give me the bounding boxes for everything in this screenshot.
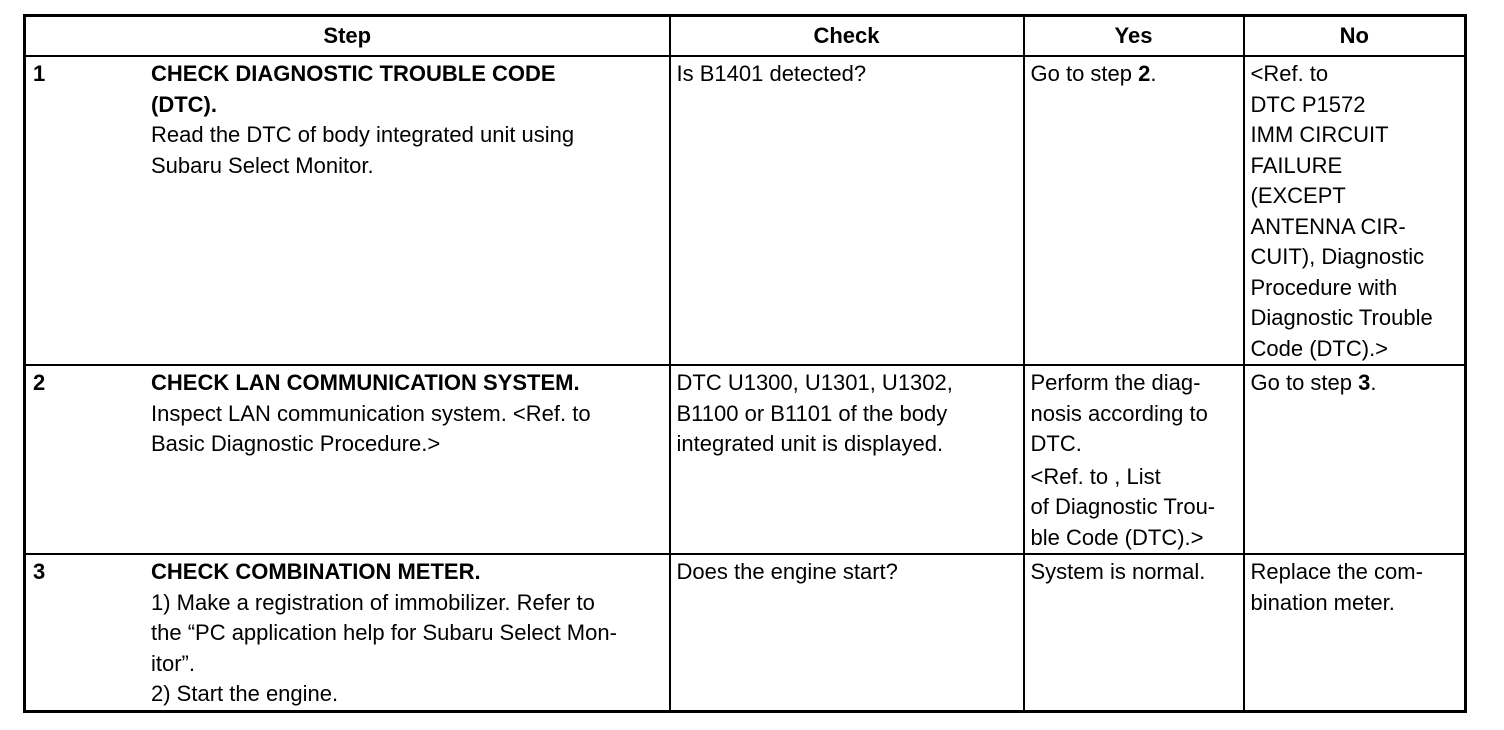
step-number: 1: [33, 61, 46, 86]
header-step: Step: [25, 16, 670, 57]
no-cell: [1244, 554, 1466, 711]
no-step-link[interactable]: 3: [1358, 370, 1371, 395]
header-check: Check: [670, 16, 1024, 57]
step-description: Basic Diagnostic Procedure.>: [151, 431, 441, 456]
step-title: CHECK COMBINATION METER.: [151, 559, 481, 584]
step-description: 1) Make a registration of immobilizer. Refer to: [151, 589, 595, 615]
step-title: CHECK DIAGNOSTIC TROUBLE CODE: [151, 61, 556, 86]
diagnostic-procedure-table: [23, 14, 1467, 713]
step-description: Read the DTC of body integrated unit using: [151, 122, 575, 147]
yes-reference: of Diagnostic Trou-: [1030, 494, 1216, 519]
header-no: No: [1244, 16, 1466, 57]
step-cell: [25, 554, 670, 711]
yes-cell: [1024, 56, 1244, 365]
step-description: 2) Start the engine.: [151, 681, 339, 706]
check-text: DTC U1300, U1301, U1302,: [676, 370, 953, 395]
table-row: [25, 56, 1466, 365]
yes-text: DTC.: [1030, 431, 1082, 456]
no-text: (EXCEPT: [1250, 183, 1346, 208]
no-text: CUIT), Diagnostic: [1250, 244, 1425, 269]
table-header-row: [25, 16, 1466, 57]
table-row: [25, 365, 1466, 554]
no-text: Code (DTC).>: [1250, 335, 1389, 361]
yes-text-suffix: .: [1150, 61, 1157, 86]
no-cell: [1244, 56, 1466, 365]
check-cell: [670, 554, 1024, 711]
no-text: Go to step: [1250, 370, 1359, 395]
no-text: IMM CIRCUIT: [1250, 122, 1389, 147]
check-text: B1100 or B1101 of the body: [676, 400, 948, 426]
check-cell: [670, 365, 1024, 554]
step-description: itor”.: [151, 650, 195, 676]
check-text: Is B1401 detected?: [676, 61, 867, 86]
check-text: Does the engine start?: [676, 559, 898, 584]
no-text: ANTENNA CIR-: [1250, 213, 1406, 239]
step-number: 2: [33, 370, 46, 395]
step-cell: [25, 365, 670, 554]
no-text: Diagnostic Trouble: [1250, 305, 1433, 330]
yes-text: System is normal.: [1030, 559, 1206, 584]
no-text: Procedure with: [1250, 274, 1398, 300]
no-text: Replace the com-: [1250, 559, 1423, 584]
step-title: CHECK LAN COMMUNICATION SYSTEM.: [151, 370, 580, 395]
yes-cell: [1024, 554, 1244, 711]
check-cell: [670, 56, 1024, 365]
yes-reference: ble Code (DTC).>: [1030, 524, 1204, 550]
yes-cell: [1024, 365, 1244, 554]
no-cell: [1244, 365, 1466, 554]
yes-reference: <Ref. to , List: [1030, 463, 1161, 489]
step-description: Inspect LAN communication system. <Ref. to: [151, 400, 591, 426]
table-row: [25, 554, 1466, 711]
yes-text: Go to step: [1030, 61, 1139, 86]
no-text: DTC P1572: [1250, 91, 1366, 117]
no-text: <Ref. to: [1250, 61, 1329, 86]
no-text: FAILURE: [1250, 152, 1343, 178]
yes-text: Perform the diag-: [1030, 370, 1201, 395]
step-description: Subaru Select Monitor.: [151, 152, 374, 178]
yes-step-link[interactable]: 2: [1138, 61, 1151, 86]
step-description: the “PC application help for Subaru Select Mon-: [151, 620, 617, 645]
check-text: integrated unit is displayed.: [676, 431, 944, 456]
step-cell: [25, 56, 670, 365]
no-text: bination meter.: [1250, 589, 1395, 615]
yes-text: nosis according to: [1030, 400, 1208, 426]
step-number: 3: [33, 559, 46, 584]
header-yes: Yes: [1024, 16, 1244, 57]
step-title: (DTC).: [151, 91, 217, 117]
no-text-suffix: .: [1370, 370, 1377, 395]
